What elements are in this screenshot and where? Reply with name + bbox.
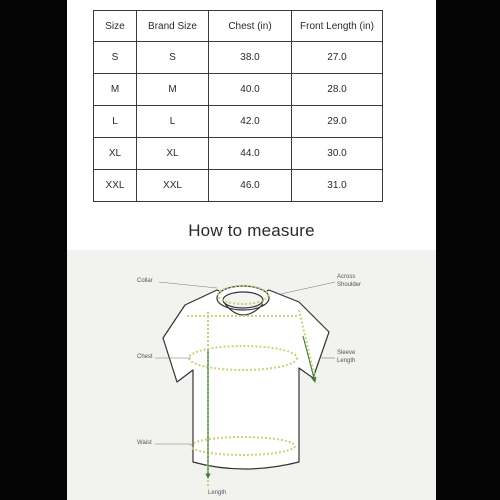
label-across-shoulder-line2: Shoulder [337,282,362,288]
table-row [94,170,383,202]
cell-chest: 44.0 [209,138,292,170]
right-border [436,0,500,500]
header-chest: Chest (in) [209,11,292,42]
table-row [94,42,383,74]
cell-brand-size: L [137,106,209,138]
cell-brand-size: XXL [137,170,209,202]
label-waist: Waist [137,440,152,446]
cell-size: S [94,42,137,74]
table-row [94,138,383,170]
cell-size: M [94,74,137,106]
measure-diagram [67,250,436,500]
tshirt-illustration [67,250,436,500]
left-border [0,0,67,500]
cell-front-length: 29.0 [292,106,383,138]
label-sleeve-length-line2: Length [337,358,356,364]
cell-chest: 42.0 [209,106,292,138]
header-size: Size [94,11,137,42]
label-length: Length [208,490,227,496]
cell-size: XXL [94,170,137,202]
cell-chest: 46.0 [209,170,292,202]
cell-brand-size: M [137,74,209,106]
size-guide-image [67,0,436,500]
cell-chest: 38.0 [209,42,292,74]
cell-size: L [94,106,137,138]
header-front-length: Front Length (in) [292,11,383,42]
label-chest: Chest [137,354,153,360]
cell-size: XL [94,138,137,170]
cell-brand-size: S [137,42,209,74]
cell-front-length: 30.0 [292,138,383,170]
table-row [94,74,383,106]
label-sleeve-length-line1: Sleeve [337,350,356,356]
size-chart-table [93,10,383,202]
cell-chest: 40.0 [209,74,292,106]
cell-front-length: 28.0 [292,74,383,106]
cell-front-length: 27.0 [292,42,383,74]
label-collar: Collar [137,278,153,284]
label-across-shoulder-line1: Across [337,274,356,280]
header-brand-size: Brand Size [137,11,209,42]
cell-front-length: 31.0 [292,170,383,202]
how-to-measure-title: How to measure [188,221,315,240]
cell-brand-size: XL [137,138,209,170]
table-header-row [94,11,383,42]
table-row [94,106,383,138]
